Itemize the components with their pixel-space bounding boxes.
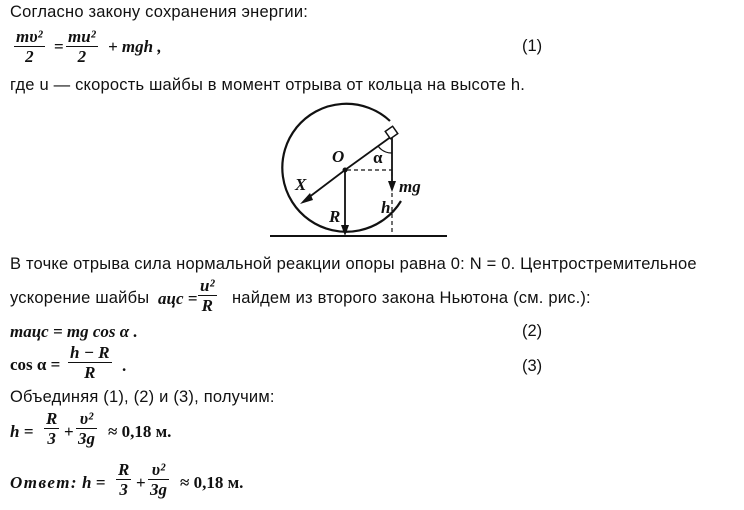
- result-lhs: h =: [10, 422, 34, 441]
- para2-line2-end: найдем из второго закона Ньютона (см. рис.):: [232, 289, 591, 307]
- label-o: O: [332, 147, 345, 166]
- eq3-denominator: R: [84, 363, 96, 383]
- figure-ring-diagram: [270, 100, 450, 245]
- eq3-number: (3): [522, 357, 543, 375]
- result-approx: ≈ 0,18 м.: [108, 422, 172, 441]
- result-fraction-2: [76, 409, 97, 448]
- r-arrowhead: [341, 225, 349, 236]
- result-f1-denominator: 3: [47, 429, 56, 449]
- answer-lhs: h =: [82, 473, 106, 492]
- label-r: R: [329, 207, 341, 226]
- result-f2-numerator: υ²: [79, 409, 94, 428]
- eq1-rhs-denominator: 2: [77, 47, 87, 67]
- eq1-lhs-denominator: 2: [25, 47, 34, 67]
- answer-f1-denominator: 3: [119, 480, 128, 500]
- para2-acceleration: aцс =: [158, 289, 198, 308]
- answer-f2-numerator: υ²: [151, 460, 166, 479]
- answer-fraction-1: [116, 460, 131, 499]
- para2-fraction-denominator: R: [201, 296, 213, 316]
- eq1-rhs-numerator: mu²: [68, 27, 96, 46]
- result-f2-denominator: 3g: [78, 429, 95, 449]
- eq2-number: (2): [522, 322, 543, 340]
- eq3-numerator: h − R: [70, 343, 110, 362]
- para2-line1: В точке отрыва сила нормальной реакции опоры равна 0: N = 0. Центростремительное: [10, 255, 697, 273]
- result-f1-numerator: R: [46, 409, 58, 428]
- result-plus: +: [64, 422, 74, 441]
- intro-text: Согласно закону сохранения энергии:: [10, 3, 309, 21]
- puck: [385, 126, 398, 139]
- eq2-text: maцс = mg cos α .: [10, 322, 138, 341]
- label-alpha: α: [373, 148, 383, 167]
- answer-approx: ≈ 0,18 м.: [180, 473, 244, 492]
- eq3-tail: .: [122, 356, 127, 375]
- eq3-lhs: cos α =: [10, 355, 61, 374]
- mg-arrowhead: [388, 181, 396, 192]
- result-fraction-1: [44, 409, 59, 448]
- eq1-rhs-fraction: [66, 27, 98, 66]
- combine-line: Объединяя (1), (2) и (3), получим:: [10, 388, 275, 406]
- eq1-rhs-rest: + mgh ,: [108, 37, 162, 56]
- label-mg: mg: [399, 177, 421, 196]
- answer-fraction-2: [148, 460, 169, 499]
- answer-label: Ответ:: [10, 473, 79, 492]
- eq1-number: (1): [522, 37, 543, 55]
- radius-line: [345, 136, 392, 170]
- label-h: h: [381, 198, 391, 217]
- eq1-lhs-numerator: mυ²: [16, 27, 43, 46]
- eq1-lhs-fraction: [14, 27, 45, 66]
- label-x: X: [295, 175, 307, 194]
- para2-fraction: [198, 276, 217, 315]
- answer-plus: +: [136, 473, 146, 492]
- where-line: где u — скорость шайбы в момент отрыва от кольца на высоте h.: [10, 76, 526, 94]
- para2-fraction-numerator: u²: [200, 276, 215, 295]
- eq3-fraction: [68, 343, 112, 382]
- answer-f1-numerator: R: [118, 460, 130, 479]
- answer-f2-denominator: 3g: [150, 480, 167, 500]
- para2-line2-start: ускорение шайбы: [10, 289, 150, 307]
- eq1-equals: =: [54, 37, 64, 56]
